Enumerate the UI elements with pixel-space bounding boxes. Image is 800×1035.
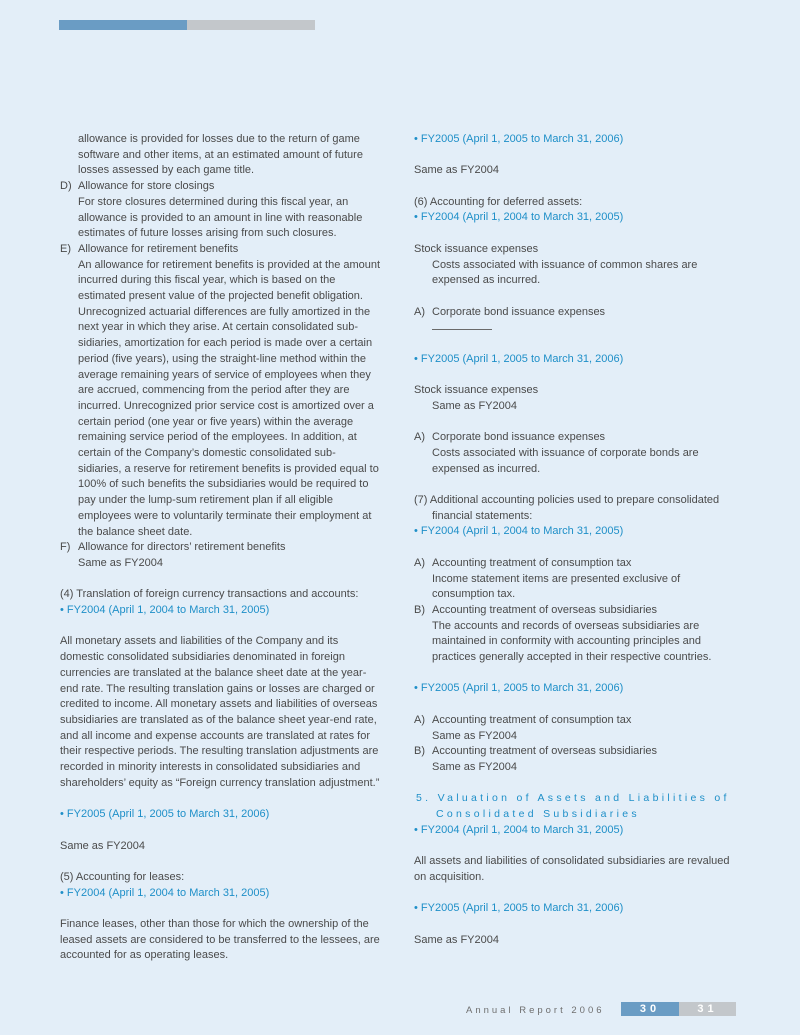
header-bar [59, 20, 315, 30]
page-number-left: 30 [621, 1002, 679, 1016]
item-f-title: Allowance for directors’ retirement benefits [78, 541, 286, 554]
section-5-heading: (5) Accounting for leases: [60, 870, 185, 883]
overseas-subs-2004-title: Accounting treatment of overseas subsidiaries [432, 603, 658, 616]
consumption-tax-2005-body: Same as FY2004 [432, 729, 517, 742]
section-7-heading: (7) Additional accounting policies used to prepare consolidated financial statements: [414, 494, 720, 522]
bond-issuance-2005-body: Costs associated with issuance of corporate bonds are expensed as incurred. [432, 446, 699, 475]
header-bar-blue [59, 20, 187, 30]
section-5-heading-line2: Consolidated Subsidiaries [436, 808, 640, 821]
valuation-fy2004: • FY2004 (April 1, 2004 to March 31, 2005) [414, 823, 624, 836]
bond-issuance-2004 [414, 305, 738, 336]
same-as-fy2004-continued: Same as FY2004 [414, 164, 499, 177]
section-4-fy2005: • FY2005 (April 1, 2005 to March 31, 2006) [60, 808, 270, 821]
valuation-body: All assets and liabilities of consolidated subsidiaries are revalued on acquisition. [414, 855, 730, 883]
section-6-fy2004: • FY2004 (April 1, 2004 to March 31, 2005) [414, 211, 624, 224]
overseas-subs-2005-label: B) [414, 745, 425, 758]
section-7-fy2005: • FY2005 (April 1, 2005 to March 31, 2006) [414, 682, 624, 695]
stock-issuance-title-2005: Stock issuance expenses [414, 384, 539, 397]
item-e-body: An allowance for retirement benefits is provided at the amount incurred during this fiscal year, which is based on the estimated present value of the projected benefit obligation. Unrecognized actuarial differences are fully amortized in the next year in which they arise. At certain consolidated sub- sidiaries, amortization for each period is made over a certain period (five years), using the straight-line method within the average remaining years of service of employees when they are accrued, commencing from the period after they are incurred. Unrecognized prior service cost is amortized over a certain period (one year or five years) within the average remaining service period of the employees. In addition, at certain of the Company’s domestic consolidated sub- sidiaries, a reserve for retirement benefits is provided equal to 100% of such benefits the subsidiaries would be required to pay under the lump-sum retirement plan if all eligible employees were to voluntarily terminate their employment at the balance sheet date. [78, 258, 381, 538]
page-number-right: 31 [679, 1002, 736, 1016]
section-5-body: Finance leases, other than those for which the ownership of the leased assets are considered to be transferred to the lessees, are accounted for as operating leases. [60, 918, 380, 962]
section-7-heading-block [414, 493, 738, 524]
item-f-body: Same as FY2004 [78, 556, 163, 569]
valuation-fy2005: • FY2005 (April 1, 2005 to March 31, 2006) [414, 902, 624, 915]
item-d [60, 179, 382, 242]
section-4-same: Same as FY2004 [60, 839, 145, 852]
stock-issuance-title-2004: Stock issuance expenses [414, 242, 539, 255]
overseas-subs-2004 [414, 603, 738, 666]
overseas-subs-2005 [414, 744, 738, 775]
valuation-same: Same as FY2004 [414, 933, 499, 946]
item-e-label: E) [60, 242, 71, 255]
allowance-c-continuation: allowance is provided for losses due to the return of game software and other items, at an estimated amount of future losses assessed by each game title. [78, 133, 363, 177]
section-5-heading [414, 791, 738, 822]
item-d-body: For store closures determined during this fiscal year, an allowance is provided to an amount in line with reasonable estimates of future losses arising from such closures. [78, 195, 363, 240]
item-d-title: Allowance for store closings [78, 180, 215, 193]
bond-issuance-2004-label: A) [414, 305, 425, 318]
bond-issuance-2005-label: A) [414, 431, 425, 444]
overseas-subs-2005-body: Same as FY2004 [432, 760, 517, 773]
consumption-tax-2004-title: Accounting treatment of consumption tax [432, 556, 632, 569]
header-bar-gray [187, 20, 315, 30]
stock-issuance-body-2004: Costs associated with issuance of common shares are expensed as incurred. [432, 258, 698, 287]
stock-issuance-body-2005: Same as FY2004 [432, 399, 517, 412]
section-5-heading-line1: 5. Valuation of Assets and Liabilities of [416, 792, 730, 805]
overseas-subs-2004-body: The accounts and records of overseas subsidiaries are maintained in conformity with accounting principles and practices generally accepted in their respective countries. [432, 619, 712, 664]
consumption-tax-2004-label: A) [414, 556, 425, 569]
section-7-fy2004: • FY2004 (April 1, 2004 to March 31, 2005) [414, 525, 624, 538]
fy2005-continued: • FY2005 (April 1, 2005 to March 31, 2006) [414, 133, 624, 145]
section-6-fy2005: • FY2005 (April 1, 2005 to March 31, 2006) [414, 352, 624, 365]
item-e [60, 242, 382, 540]
overseas-subs-2004-label: B) [414, 603, 425, 616]
item-d-label: D) [60, 180, 72, 193]
item-f [60, 540, 382, 571]
overseas-subs-2005-title: Accounting treatment of overseas subsidiaries [432, 745, 658, 758]
bond-issuance-2004-title: Corporate bond issuance expenses [432, 305, 606, 318]
consumption-tax-2005-label: A) [414, 713, 425, 726]
right-column [414, 132, 738, 948]
left-column [60, 132, 382, 964]
annual-report-label: Annual Report 2006 [466, 1005, 605, 1016]
dash-line [432, 321, 492, 330]
section-4-body: All monetary assets and liabilities of the Company and its domestic consolidated subsidiaries denominated in foreign currencies are translated at the balance sheet date at the year-end rate. The resulting translation gains or losses are charged or credited to income. All monetary assets and liabilities of overseas subsidiaries are translated as of the balance sheet year-end rate, and all income and expense accounts are translated at rates for their respective periods. The resulting translation adjustments are recorded in minority interests in consolidated subsidiaries and shareholders’ equity as “Foreign currency translation adjustment.” [60, 635, 380, 789]
bond-issuance-2005-title: Corporate bond issuance expenses [432, 431, 606, 444]
consumption-tax-2005-title: Accounting treatment of consumption tax [432, 713, 632, 726]
section-5-fy2004: • FY2004 (April 1, 2004 to March 31, 2005) [60, 886, 270, 899]
consumption-tax-2005 [414, 713, 738, 744]
section-4-fy2004: • FY2004 (April 1, 2004 to March 31, 2005) [60, 604, 270, 617]
page-footer [0, 1001, 800, 1016]
consumption-tax-2004-body: Income statement items are presented exclusive of consumption tax. [432, 572, 681, 601]
item-f-label: F) [60, 541, 71, 554]
bond-issuance-2005 [414, 430, 738, 477]
consumption-tax-2004 [414, 556, 738, 603]
item-e-title: Allowance for retirement benefits [78, 242, 239, 255]
section-6-heading: (6) Accounting for deferred assets: [414, 195, 583, 208]
section-4-heading: (4) Translation of foreign currency transactions and accounts: [60, 588, 359, 601]
